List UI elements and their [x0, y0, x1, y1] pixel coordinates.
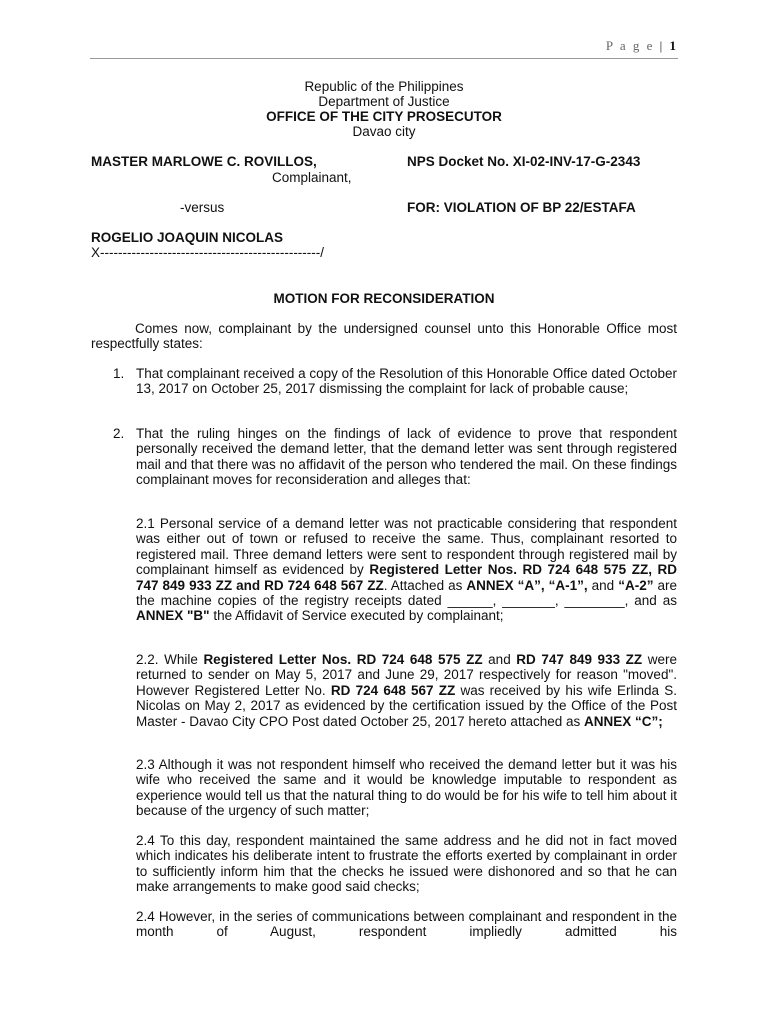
p22-text-e: were returned to sender on May 5, 2017 and June 29, 2017 respectively for reason "moved". However Registered Letter No.	[136, 652, 678, 698]
p21-text-e: and	[587, 577, 619, 593]
p22-registered-letter-3: RD 724 648 567 ZZ	[330, 682, 456, 698]
intro-paragraph: Comes now, complainant by the undersigned counsel unto this Honorable Office most respectfully states:	[91, 321, 677, 352]
document-title: MOTION FOR RECONSIDERATION	[273, 291, 495, 306]
docket-number: NPS Docket No. XI-02-INV-17-G-2343	[407, 154, 641, 169]
heading-city: Davao city	[352, 124, 416, 139]
caption-separator: X-------------------------------------------------/	[91, 245, 325, 260]
charge-label: FOR: VIOLATION OF BP 22/ESTAFA	[407, 200, 636, 215]
p21-annex-a2: “A-2”	[618, 577, 654, 593]
p21-annex-b: ANNEX "B"	[136, 608, 210, 624]
complainant-name: MASTER MARLOWE C. ROVILLOS,	[91, 154, 317, 169]
p21-registered-letters: Registered Letter Nos. RD 724 648 575 ZZ, RD 747 849 933 ZZ and RD 724 648 567 ZZ	[136, 562, 678, 593]
versus-label: -versus	[180, 200, 225, 215]
page-label: P a g e	[605, 38, 655, 53]
heading-department: Department of Justice	[318, 94, 450, 109]
p22-text-c: and	[482, 652, 517, 667]
paragraph-2-4-a: 2.4 To this day, respondent maintained the same address and he did not in fact moved which indicates his deliberate intent to frustrate the efforts exerted by complainant in order to sufficiently inform him that the checks he issued were dishonored and so that he can make arrangements to make good said checks;	[136, 833, 677, 895]
respondent-name: ROGELIO JOAQUIN NICOLAS	[91, 230, 284, 245]
header-rule	[90, 58, 678, 59]
heading-republic: Republic of the Philippines	[304, 79, 464, 94]
p22-registered-letter-2: RD 747 849 933 ZZ	[516, 652, 643, 667]
heading-office: OFFICE OF THE CITY PROSECUTOR	[266, 109, 502, 124]
p22-registered-letter-1: Registered Letter Nos. RD 724 648 575 ZZ	[203, 652, 483, 667]
complainant-role: Complainant,	[272, 170, 352, 185]
paragraph-2-3: 2.3 Although it was not respondent himself who received the demand letter but it was his wife who received the same and it would be knowledge imputable to respondent as experience would tell us that the natural thing to do would be for his wife to tell him about it because of the urgency of such matter;	[136, 757, 677, 819]
page-number: 1	[669, 38, 676, 53]
p22-text-g: was received by his wife Erlinda S. Nicolas on May 2, 2017 as evidenced by the certification issued by the Office of the Post Master - Davao City CPO Post dated October 25, 2017 hereto attached as	[136, 682, 677, 729]
p21-text-g: are the machine copies of the registry receipts dated ______, _______, ________, and as	[136, 577, 678, 609]
p21-annex-a: ANNEX “A”, “A-1”,	[466, 577, 588, 593]
p21-text-c: . Attached as	[383, 577, 467, 593]
item-1-text: That complainant received a copy of the Resolution of this Honorable Office dated October 13, 2017 on October 25, 2017 dismissing the complaint for lack of probable cause;	[136, 366, 677, 397]
p22-annex-c: ANNEX “C”;	[584, 713, 663, 729]
paragraph-2-2	[136, 652, 677, 729]
p22-text-a: 2.2. While	[136, 652, 204, 667]
p21-text-a: 2.1 Personal service of a demand letter was not practicable considering that respondent was either out of town or refused to receive the same. Thus, complainant resorted to registered mail. Three demand letters were sent to respondent through registered mail by complainant himself as evidenced by	[136, 516, 677, 578]
p21-text-i: the Affidavit of Service executed by complainant;	[209, 608, 504, 624]
paragraph-2-1	[136, 516, 677, 624]
item-2-text: That the ruling hinges on the findings of lack of evidence to prove that respondent personally received the demand letter, that the demand letter was sent through registered mail and that there was no affidavit of the person who tendered the mail. On these findings complainant moves for reconsideration and alleges that:	[136, 426, 677, 488]
paragraph-2-4-b: 2.4 However, in the series of communications between complainant and respondent in the month of August, respondent impliedly admitted his	[136, 909, 677, 940]
item-1-number: 1.	[113, 366, 125, 381]
page-separator: |	[659, 38, 665, 53]
page-number-header	[606, 38, 676, 54]
item-2-number: 2.	[113, 426, 125, 441]
